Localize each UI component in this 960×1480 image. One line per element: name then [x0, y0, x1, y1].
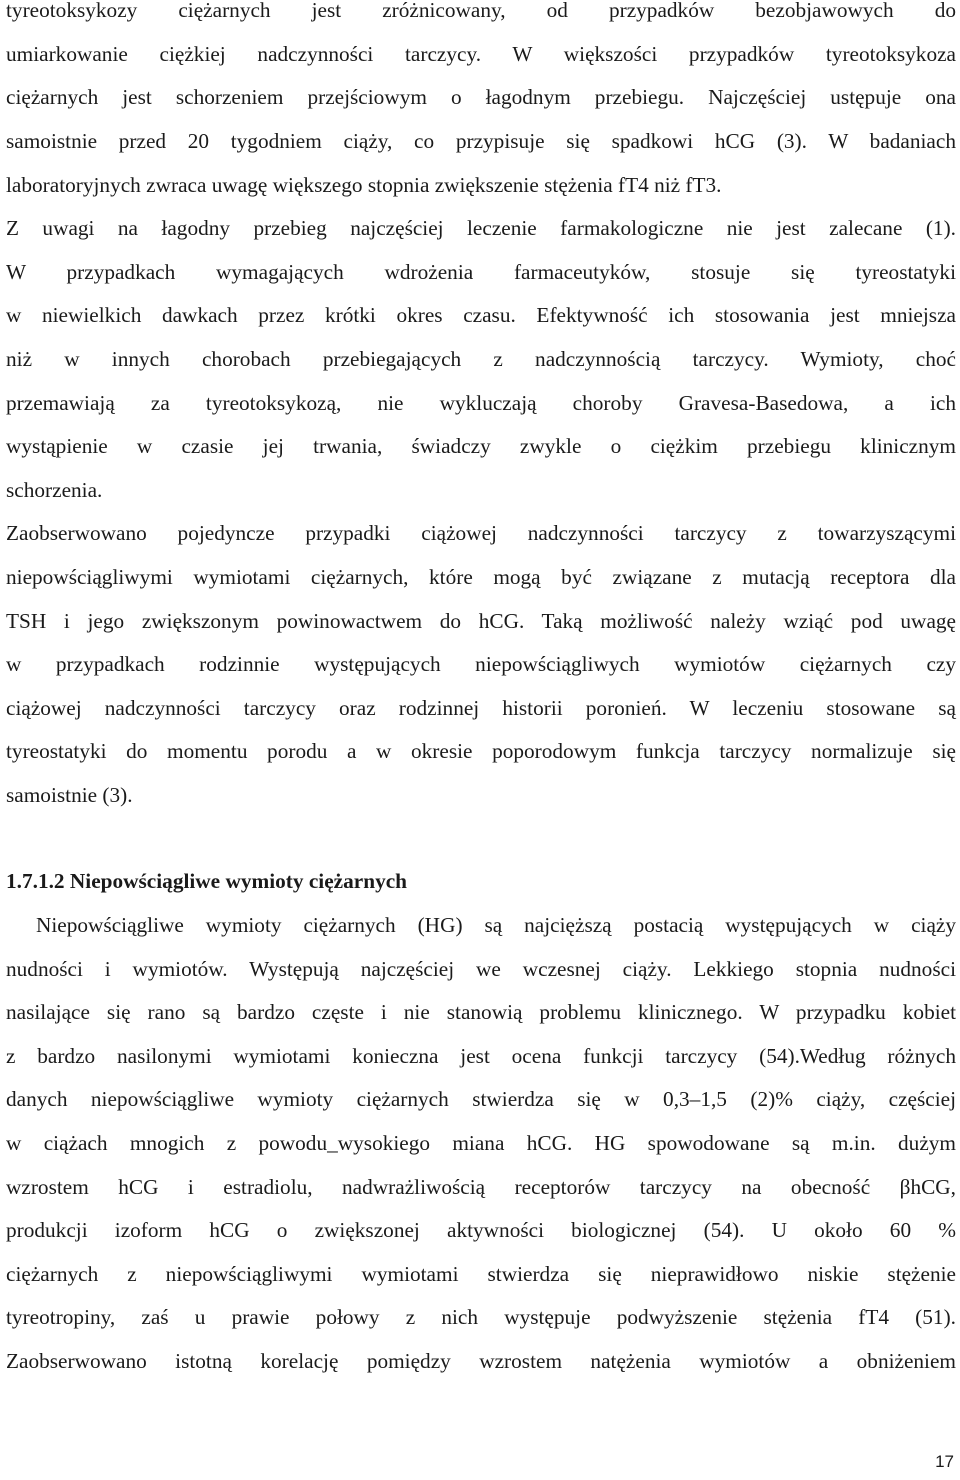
text-line: w przypadkach rodzinnie występujących niepowściągliwych wymiotów ciężarnych czy — [6, 652, 956, 676]
text-line: laboratoryjnych zwraca uwagę większego stopnia zwiększenie stężenia fT4 niż fT3. — [6, 173, 722, 197]
text-line: ciążowej nadczynności tarczycy oraz rodzinnej historii poronień. W leczeniu stosowane są — [6, 696, 956, 720]
text-line: tyreotoksykozy ciężarnych jest zróżnicowany, od przypadków bezobjawowych do — [6, 0, 956, 22]
text-line: wzrostem hCG i estradiolu, nadwrażliwością receptorów tarczycy na obecność βhCG, — [6, 1175, 956, 1199]
text-line: danych niepowściągliwe wymioty ciężarnych stwierdza się w 0,3–1,5 (2)% ciąży, częściej — [6, 1087, 956, 1111]
text-line: Z uwagi na łagodny przebieg najczęściej leczenie farmakologiczne nie jest zalecane (1). — [6, 216, 956, 240]
text-line: Niepowściągliwe wymioty ciężarnych (HG) są najcięższą postacią występujących w ciąży — [36, 913, 956, 937]
section-heading: 1.7.1.2 Niepowściągliwe wymioty ciężarnych — [6, 869, 408, 893]
text-line: w niewielkich dawkach przez krótki okres czasu. Efektywność ich stosowania jest mniejsza — [6, 303, 956, 327]
text-line: samoistnie (3). — [6, 783, 133, 807]
text-line: tyreotropiny, zaś u prawie połowy z nich występuje podwyższenie stężenia fT4 (51). — [6, 1305, 956, 1329]
text-line: schorzenia. — [6, 478, 103, 502]
text-line: niepowściągliwymi wymiotami ciężarnych, które mogą być związane z mutacją receptora dla — [6, 565, 956, 589]
text-line: ciężarnych z niepowściągliwymi wymiotami stwierdza się nieprawidłowo niskie stężenie — [6, 1262, 956, 1286]
text-line: ciężarnych jest schorzeniem przejściowym o łagodnym przebiegu. Najczęściej ustępuje ona — [6, 85, 956, 109]
text-line: samoistnie przed 20 tygodniem ciąży, co przypisuje się spadkowi hCG (3). W badaniach — [6, 129, 956, 153]
text-line: nudności i wymiotów. Występują najczęściej we wczesnej ciąży. Lekkiego stopnia nudności — [6, 957, 956, 981]
text-line: produkcji izoform hCG o zwiększonej aktywności biologicznej (54). U około 60 % — [6, 1218, 956, 1242]
text-line: TSH i jego zwiększonym powinowactwem do hCG. Taką możliwość należy wziąć pod uwagę — [6, 609, 956, 633]
text-line: Zaobserwowano pojedyncze przypadki ciążowej nadczynności tarczycy z towarzyszącymi — [6, 521, 956, 545]
text-line: W przypadkach wymagających wdrożenia farmaceutyków, stosuje się tyreostatyki — [6, 260, 956, 284]
page-number: 17 — [935, 1452, 954, 1471]
text-line: w ciążach mnogich z powodu_wysokiego miana hCG. HG spowodowane są m.in. dużym — [6, 1131, 956, 1155]
text-line: tyreostatyki do momentu porodu a w okresie poporodowym funkcja tarczycy normalizuje się — [6, 739, 956, 763]
text-line: przemawiają za tyreotoksykozą, nie wykluczają choroby Gravesa-Basedowa, a ich — [6, 391, 956, 415]
text-line: wystąpienie w czasie jej trwania, świadczy zwykle o ciężkim przebiegu klinicznym — [6, 434, 956, 458]
text-line: umiarkowanie ciężkiej nadczynności tarczycy. W większości przypadków tyreotoksykoza — [6, 42, 956, 66]
text-line: nasilające się rano są bardzo częste i nie stanowią problemu klinicznego. W przypadku kobiet — [6, 1000, 956, 1024]
text-line: niż w innych chorobach przebiegających z nadczynnością tarczycy. Wymioty, choć — [6, 347, 956, 371]
text-line: z bardzo nasilonymi wymiotami konieczna jest ocena funkcji tarczycy (54).Według różnych — [6, 1044, 956, 1068]
text-line: Zaobserwowano istotną korelację pomiędzy wzrostem natężenia wymiotów a obniżeniem — [6, 1349, 956, 1373]
